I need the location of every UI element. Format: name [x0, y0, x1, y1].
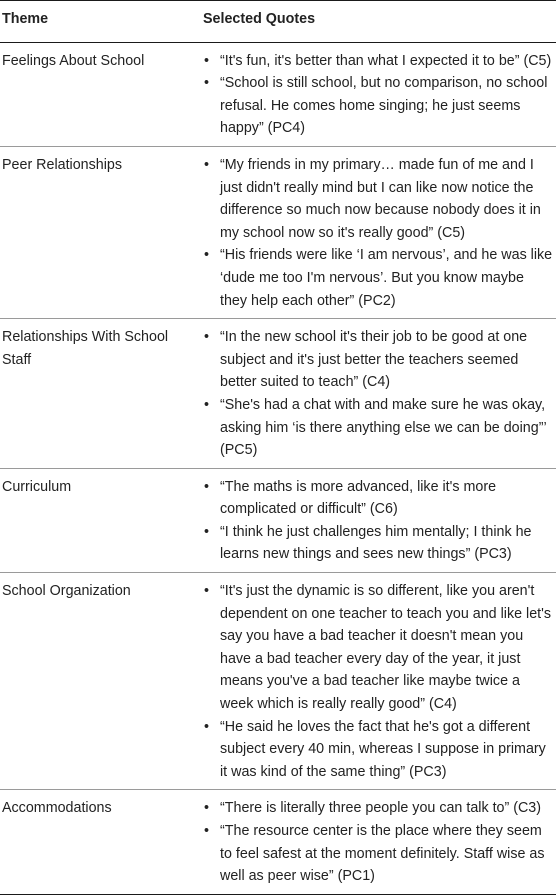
quotes-cell: [199, 146, 556, 318]
quote-list: [199, 326, 554, 462]
table-row: [0, 146, 556, 318]
theme-cell: Relationships With School Staff: [0, 319, 199, 469]
quotes-column-header: Selected Quotes: [199, 1, 556, 43]
theme-cell: School Organization: [0, 573, 199, 790]
quote-list: [199, 797, 554, 887]
quote-item: • “He said he loves the fact that he's got a different subject every 40 min, whereas I suppose in primary it was kind of the same thing” (PC3): [199, 716, 554, 784]
quote-item: • “She's had a chat with and make sure he was okay, asking him ‘is there anything else we can be doing”’ (PC5): [199, 394, 554, 462]
quote-item: • “In the new school it's their job to be good at one subject and it's just better the teachers seemed better suited to teach” (C4): [199, 326, 554, 394]
quotes-cell: [199, 319, 556, 469]
theme-cell: Feelings About School: [0, 42, 199, 146]
theme-cell: Accommodations: [0, 790, 199, 894]
quote-item: • “It's just the dynamic is so different, like you aren't dependent on one teacher to teach you and like let's say you have a bad teacher it doesn't mean you have a bad teacher every day of the year, it just means you've a bad teacher like maybe twice a week which is really really good” (C4): [199, 580, 554, 716]
theme-cell: Curriculum: [0, 468, 199, 572]
quote-item: • “There is literally three people you can talk to” (C3): [199, 797, 554, 820]
quote-list: [199, 476, 554, 566]
table-body: [0, 42, 556, 894]
table-row: [0, 42, 556, 146]
quotes-cell: [199, 42, 556, 146]
quotes-cell: [199, 573, 556, 790]
quote-list: [199, 154, 554, 312]
quote-item: • “School is still school, but no comparison, no school refusal. He comes home singing; he just seems happy” (PC4): [199, 72, 554, 140]
theme-cell: Peer Relationships: [0, 146, 199, 318]
quote-item: • “It's fun, it's better than what I expected it to be” (C5): [199, 50, 554, 73]
quote-list: [199, 50, 554, 140]
quote-list: [199, 580, 554, 783]
quote-item: • “His friends were like ‘I am nervous’, and he was like ‘dude me too I'm nervous’. But you know maybe they help each other” (PC2): [199, 244, 554, 312]
quotes-cell: [199, 790, 556, 894]
quotes-cell: [199, 468, 556, 572]
table-row: [0, 790, 556, 894]
theme-column-header: Theme: [0, 1, 199, 43]
quote-item: • “The maths is more advanced, like it's more complicated or difficult” (C6): [199, 476, 554, 521]
table-row: [0, 319, 556, 469]
table-row: [0, 468, 556, 572]
quote-item: • “The resource center is the place where they seem to feel safest at the moment definitely. Staff wise as well as peer wise” (PC1): [199, 820, 554, 888]
header-row: [0, 1, 556, 43]
quote-item: • “My friends in my primary… made fun of me and I just didn't really mind but I can like now notice the difference so much now because nobody does it in my school now so it's really good” (C5): [199, 154, 554, 244]
table-row: [0, 573, 556, 790]
quote-item: • “I think he just challenges him mentally; I think he learns new things and sees new things” (PC3): [199, 521, 554, 566]
table-header: [0, 1, 556, 43]
